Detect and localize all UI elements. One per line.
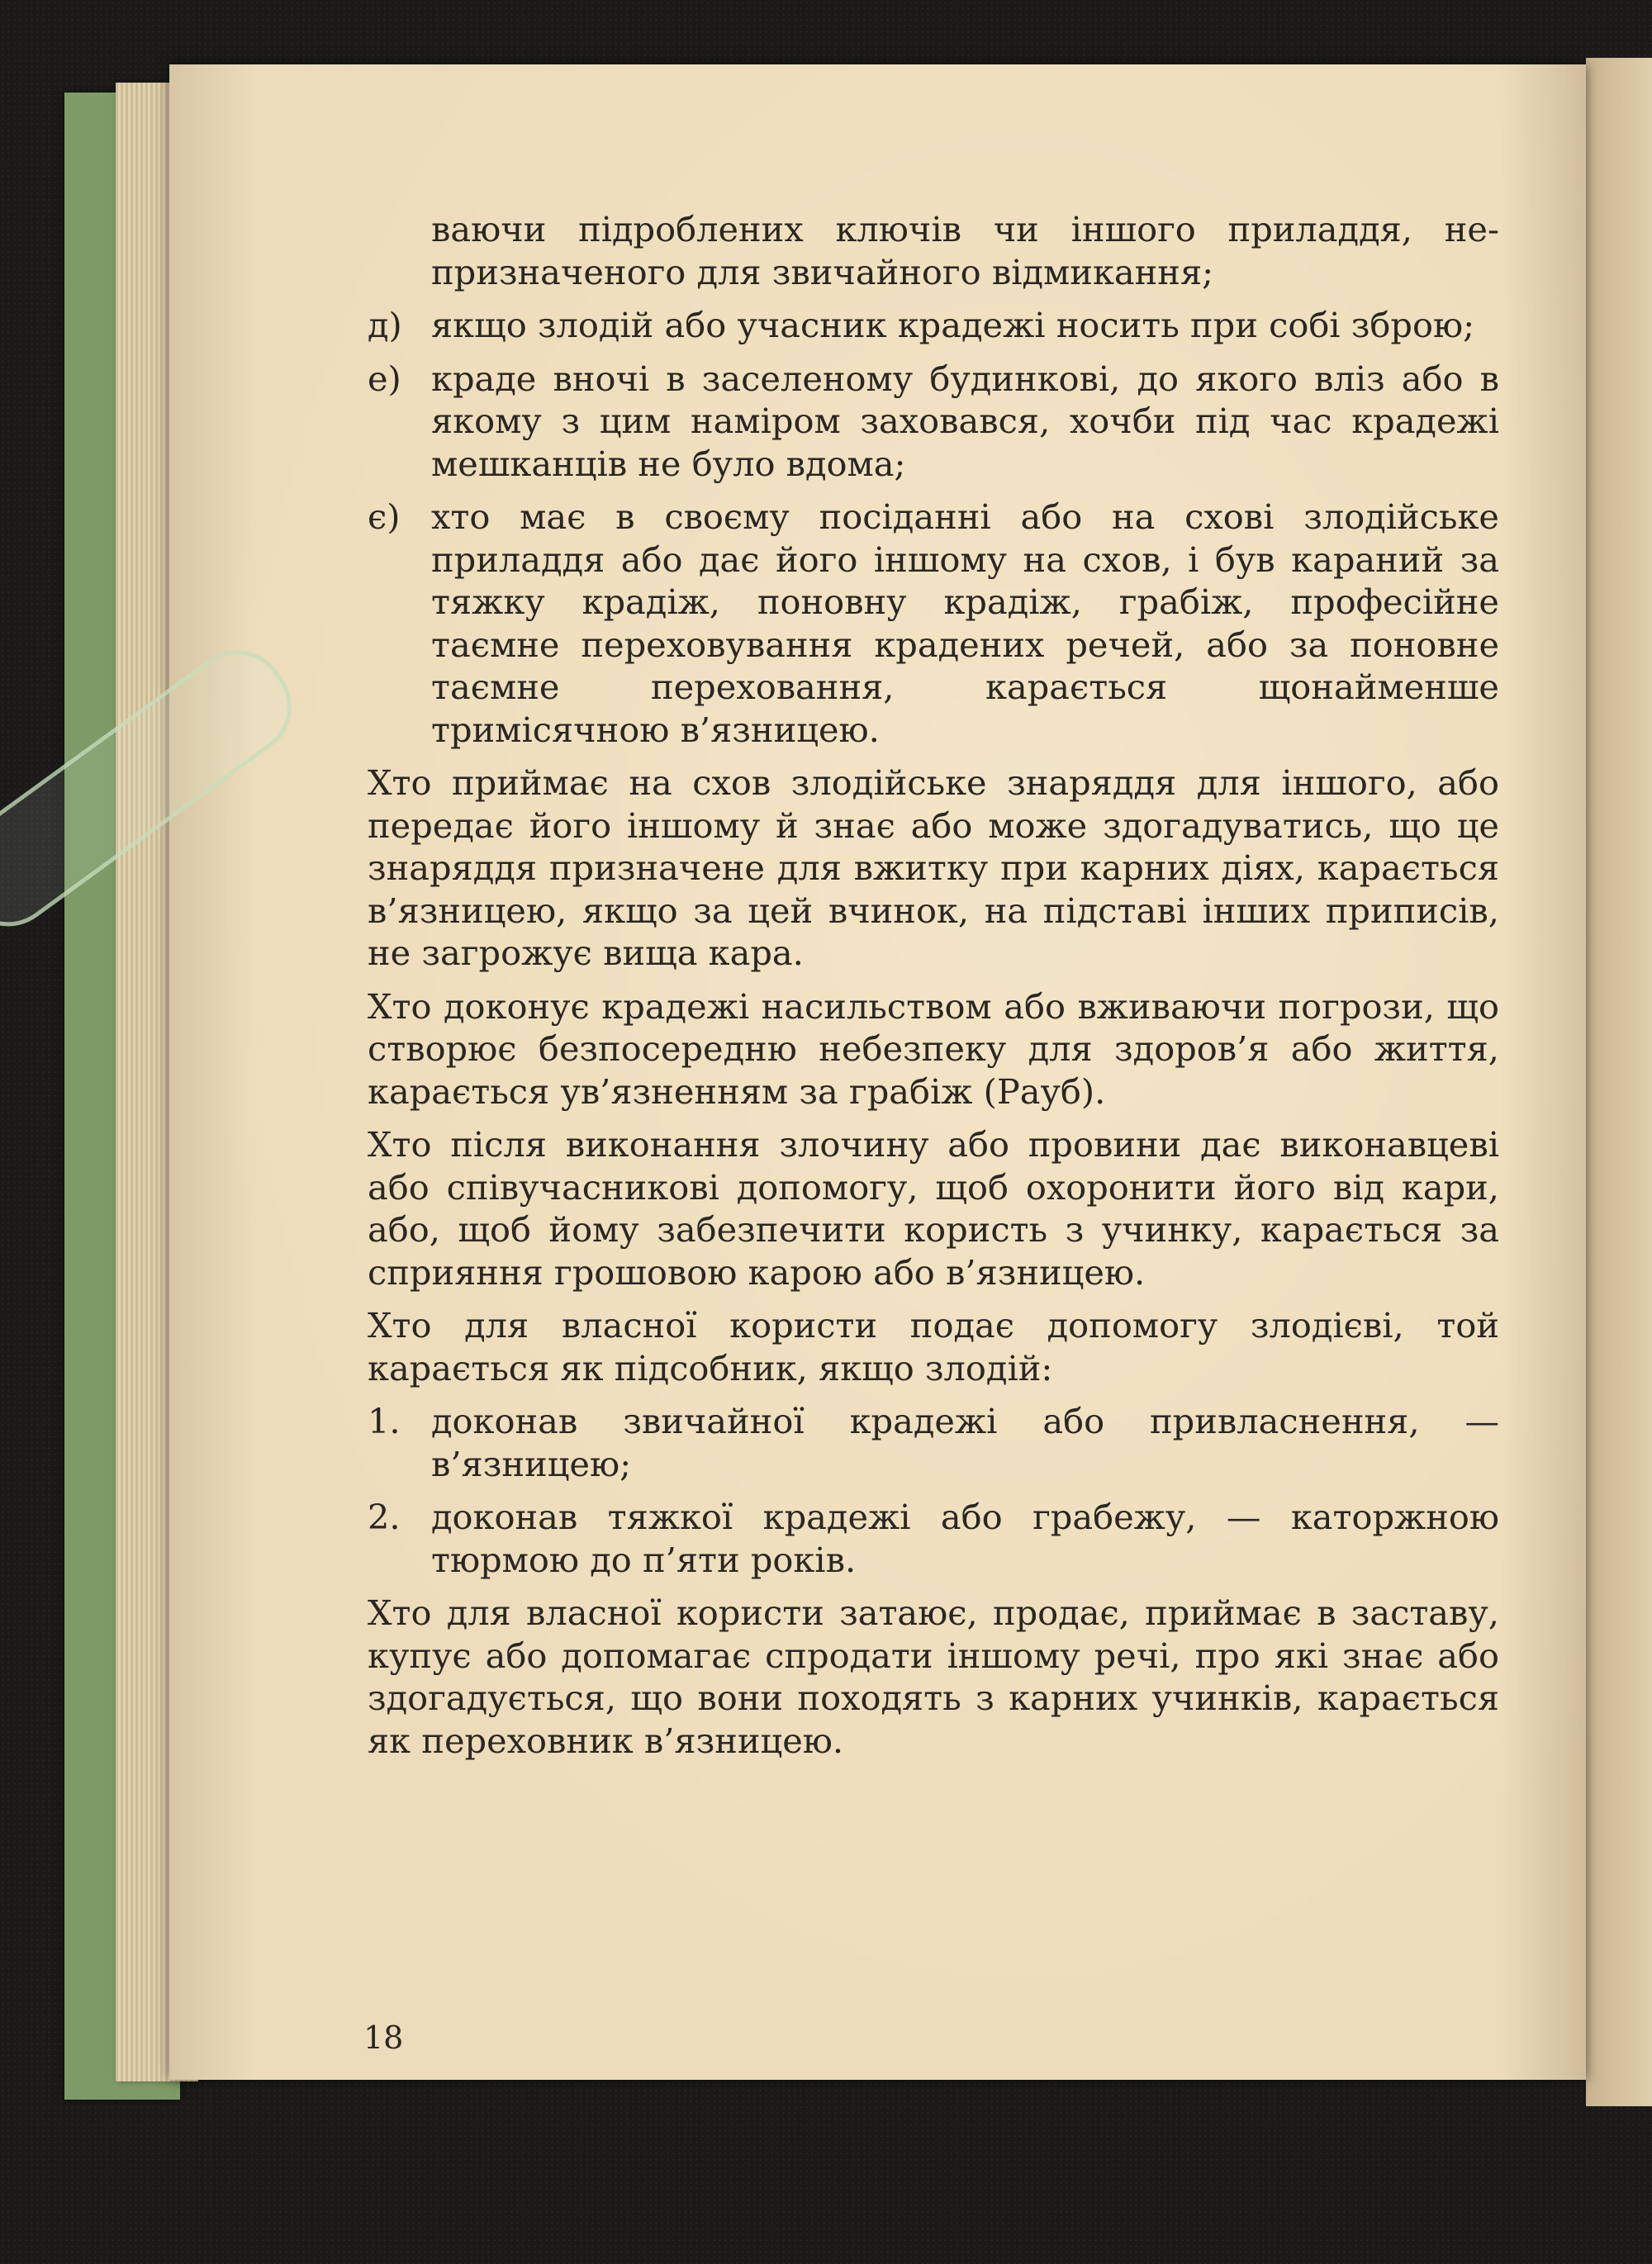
list-item-e [368,358,1499,486]
list-item-d [368,304,1499,347]
list-marker: є) [368,496,401,537]
paragraph: Хто для власної користи подає допомогу злодієві, той карається як підсобник, якщо злодій: [368,1305,1499,1388]
list-marker: 2. [368,1497,401,1537]
continuation-paragraph: ваючи підроблених ключів чи іншого приладдя, непризначеного для звичайного відмикання; [431,209,1499,292]
paragraph: Хто для власної користи затаює, продає, приймає в заставу, купує або допомагає спродати іншому речі, про які знає або здогадується, що вони походять з карних учинків, карається як переховник в’язницею. [368,1592,1499,1761]
list-item-ye [368,496,1499,751]
paragraph: Хто доконує крадежі насильством або вживаючи погрози, що створює безпосередню небезпеку для здоров’я або життя, карається ув’язненням за грабіж (Рауб). [368,985,1499,1112]
list-item-text: якщо злодій або учасник крадежі носить при собі зброю; [431,305,1475,345]
list-marker: д) [368,305,402,345]
list-item-text: доконав тяжкої крадежі або грабежу, — каторжною тюрмою до п’яти років. [431,1497,1499,1580]
adjacent-page-edge [1586,58,1652,2106]
paragraph: Хто приймає на схов злодійське знаряддя для іншого, або передає його іншому й знає або може здогадуватись, що це знаряддя призначене для вжитку при карних діях, карається в’язницею, якщо за цей вчинок, на підставі інших приписів, не загрожує вища кара. [368,762,1499,973]
list-item-2 [368,1496,1499,1581]
list-item-text: хто має в своєму посіданні або на схові злодійське приладдя або дає його іншому на схов, і був караний за тяжку крадіж, поновну крадіж, грабіж, професійне таємне переховування крадених речей, або за поновне таємне переховання, карається щонайменше тримісячною в’язницею. [431,496,1499,750]
list-item-1 [368,1400,1499,1485]
page-text [368,208,1499,1773]
list-item-text: доконав звичайної крадежі або привласнення, — в’язницею; [431,1401,1499,1484]
page-number: 18 [363,2020,404,2056]
list-marker: 1. [368,1401,401,1441]
paragraph: Хто після виконання злочину або провини дає виконавцеві або співучасникові допомогу, щоб охоронити його від кари, або, щоб йому забезпечити користь з учинку, карається за сприяння грошовою карою або в’язницею. [368,1124,1499,1293]
list-item-text: краде вночі в заселеному будинкові, до якого вліз або в якому з цим наміром заховався, хочби під час крадежі мешканців не було вдома; [431,358,1499,484]
list-marker: е) [368,358,401,399]
